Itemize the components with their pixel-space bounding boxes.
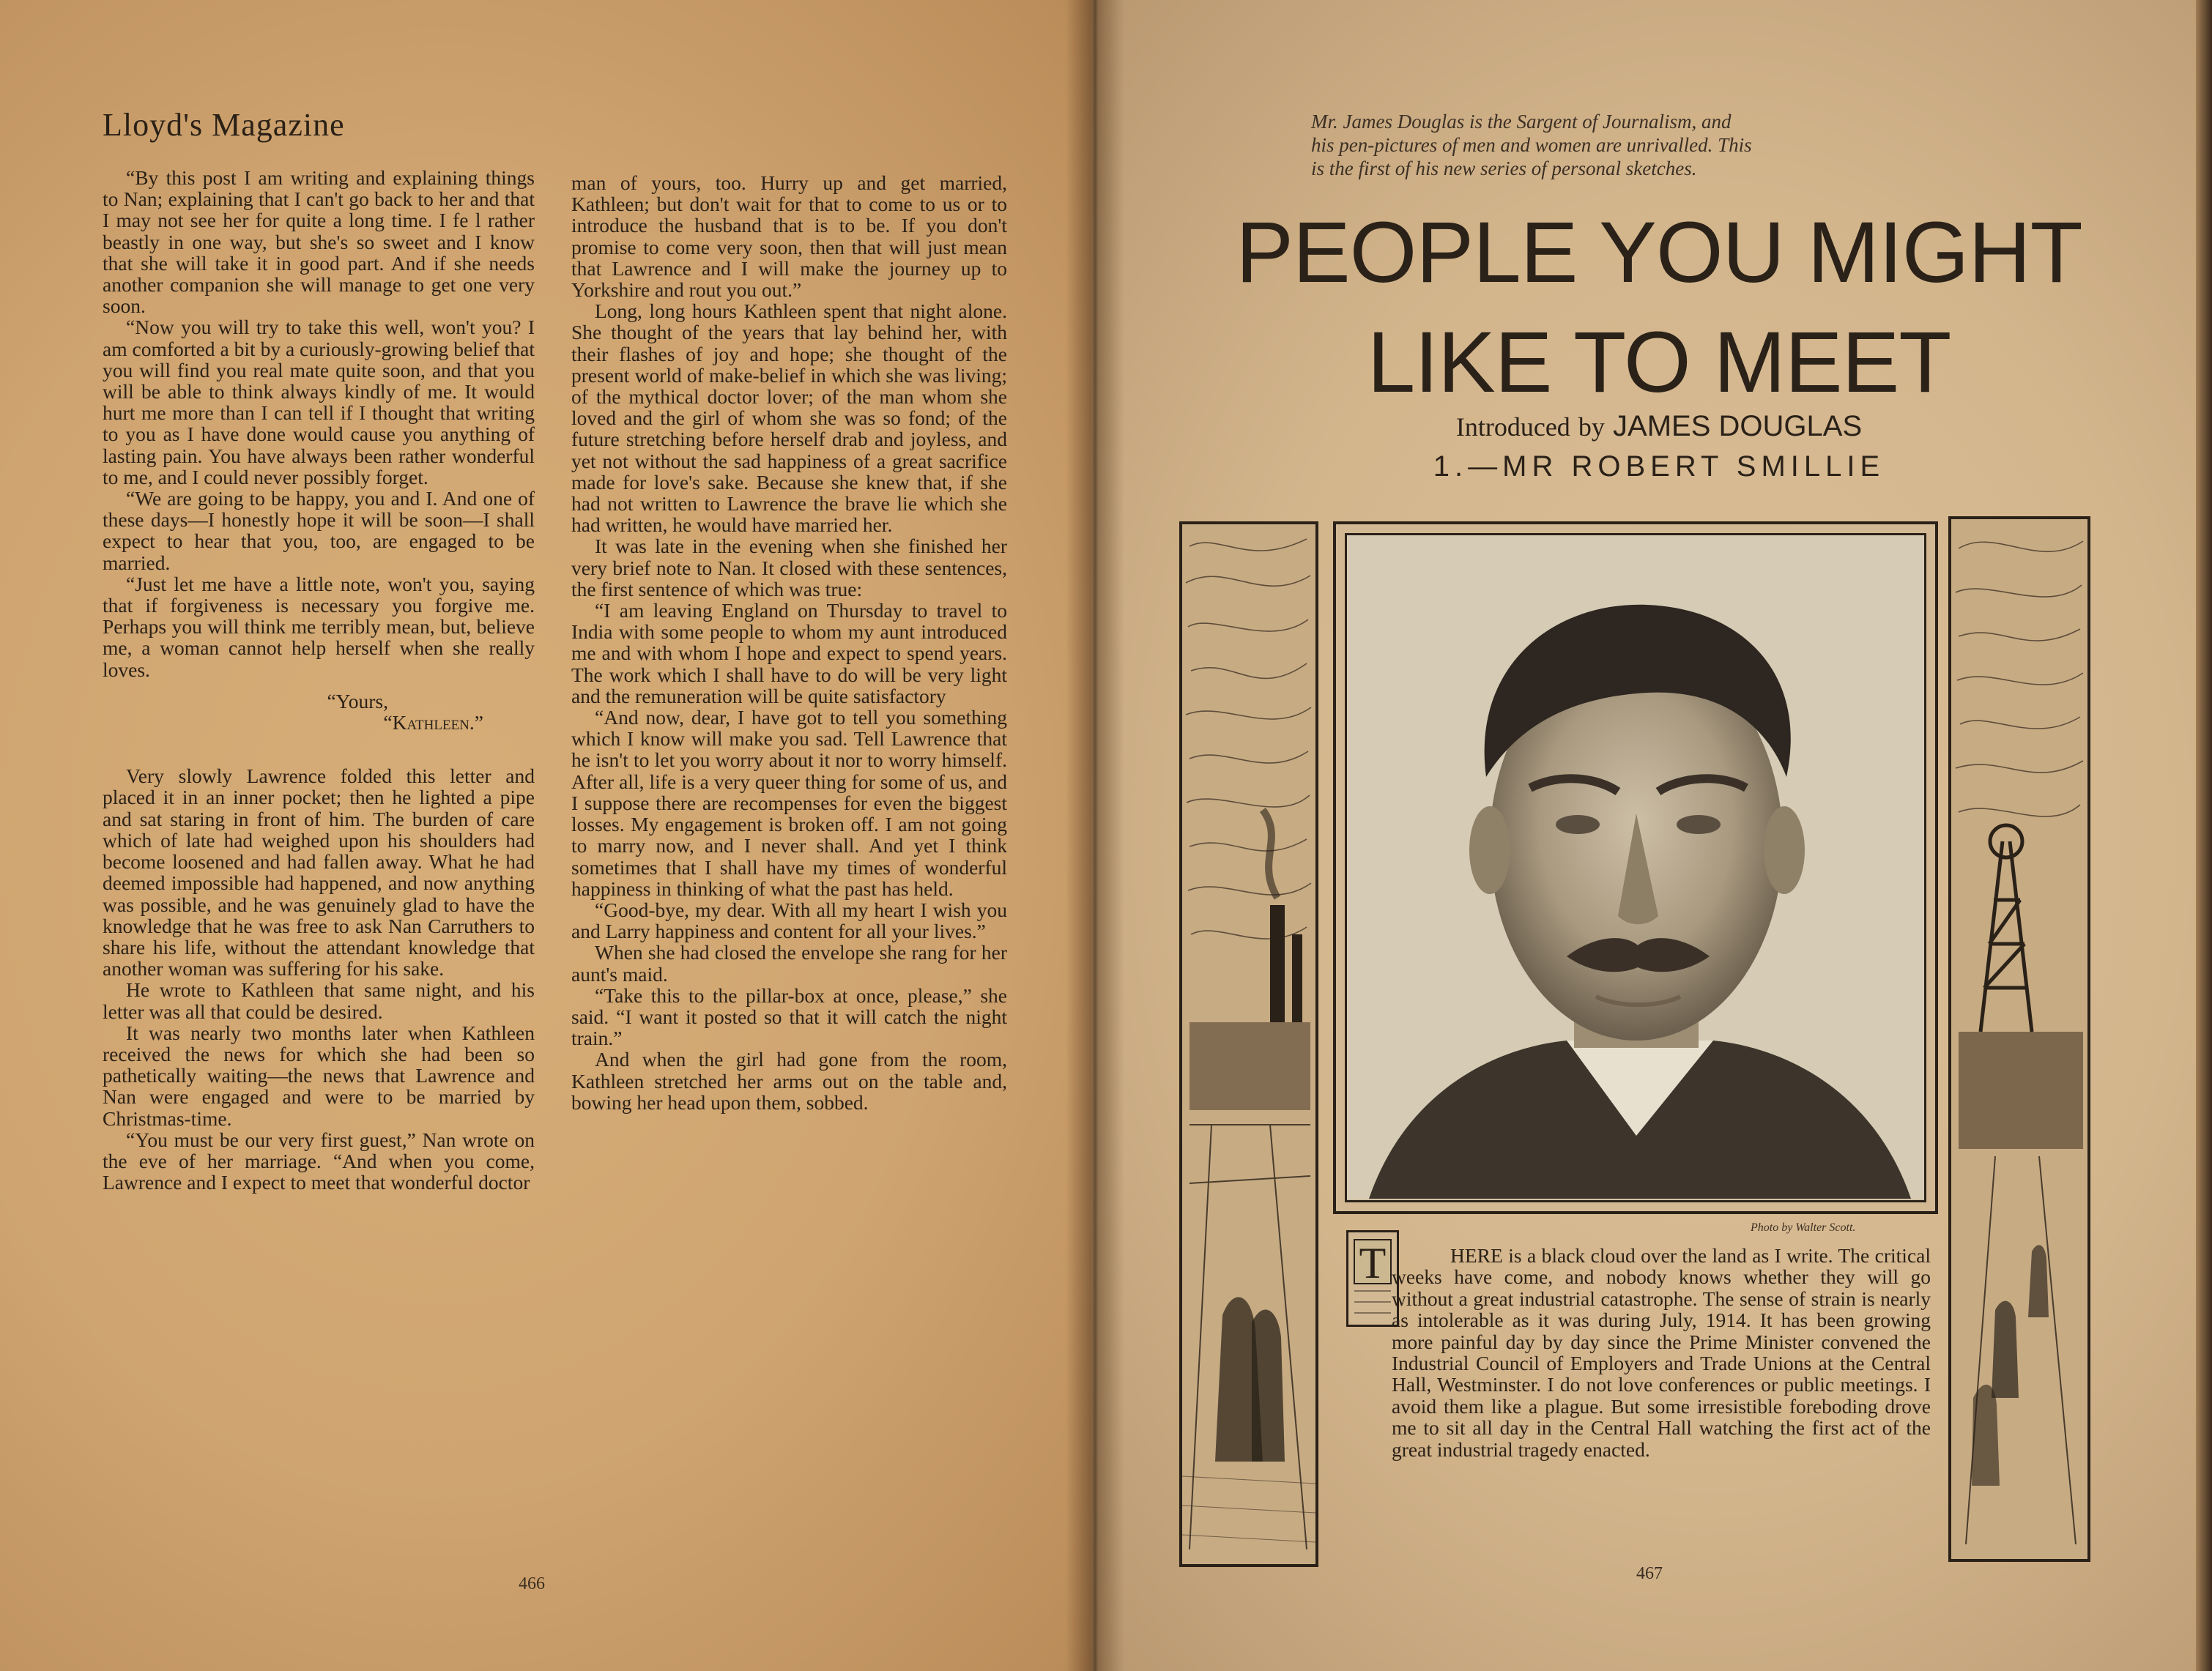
page-number-left: 466 — [519, 1574, 545, 1593]
right-page — [1091, 0, 2212, 1671]
mining-town-illustration — [1182, 524, 1315, 1564]
headline-line-1: PEOPLE YOU MIGHT — [1236, 204, 2082, 301]
paragraph: When she had closed the envelope she rang for her aunt's maid. — [571, 941, 1007, 986]
letter-closing: “Yours, — [327, 689, 388, 712]
paragraph: “By this post I am writing and explaining things to Nan; explaining that I can't go back to her and that I may not see her for quite a long time. I fe l rather beastly in one way, but she's so sweet and I know that she will take it in good part. And if she needs another companion she will manage to get one very soon. — [103, 166, 535, 318]
byline-prefix: Introduced — [1455, 412, 1570, 442]
colliery-illustration — [1951, 519, 2087, 1559]
drop-cap-letter: T — [1359, 1239, 1387, 1287]
letter-signature: “Kathleen.” — [383, 711, 483, 734]
intro-blurb — [1311, 110, 2212, 180]
article-headline — [1194, 198, 2124, 417]
page-edge — [2196, 0, 2212, 1671]
intro-line: his pen-pictures of men and women are unrivalled. This — [1311, 134, 1752, 156]
paragraph: “You must be our very first guest,” Nan wrote on the eve of her marriage. “And when you come, Lawrence and I expect to meet that wonderful doctor — [103, 1128, 535, 1194]
portrait-photo — [1345, 533, 1926, 1202]
article-subject: 1.—MR ROBERT SMILLIE — [1433, 450, 1885, 483]
illustration-panel-left — [1179, 521, 1318, 1567]
page-number-right: 467 — [1636, 1564, 1663, 1583]
byline-author: JAMES DOUGLAS — [1613, 410, 1863, 442]
left-column-1 — [103, 167, 535, 1193]
paragraph: “I am leaving England on Thursday to travel to India with some people to whom my aunt introduced me and with whom I hope and expect to spend years. The work which I shall have to do will be very light and the remuneration will be quite satisfactory — [571, 599, 1007, 707]
paragraph: Very slowly Lawrence folded this letter and placed it in an inner pocket; then he lighted a pipe and sat staring in front of him. The burden of care which of late had weighed upon his shoulders had become loosened and had fallen away. What he had deemed impossible had happened, and now anything was possible, and he was genuinely glad to have the knowledge that he was free to ask Nan Carruthers to share his life, without the attendant knowledge that another woman was suffering for his sake. — [103, 764, 535, 980]
left-column-2 — [571, 172, 1007, 1113]
portrait-frame — [1333, 521, 1938, 1214]
running-head: Lloyd's Magazine — [103, 107, 345, 143]
paragraph: Long, long hours Kathleen spent that night alone. She thought of the years that lay behind her, with their flashes of joy and hope; she thought of the present world of make-belief in which she was living; of the mythical doctor lover; of the man whom she loved and the girl of whom she was so fond; of the future stretching before herself drab and joyless, and yet not without the sad happiness of a great sacrifice made for love's sake. Because she knew that, if she had not written to Lawrence the brave lie which she had written, he would have married her. — [571, 299, 1007, 537]
illustration-panel-right — [1948, 516, 2090, 1562]
intro-line: is the first of his new series of personal sketches. — [1311, 157, 1697, 179]
paragraph: And when the girl had gone from the room, Kathleen stretched her arms out on the table and, bowing her head upon them, sobbed. — [571, 1048, 1007, 1114]
article-first-paragraph: HERE is a black cloud over the land as I write. The critical weeks have come, and nobody knows whether they will go without a great industrial catastrophe. The sense of strain is nearly as intolerable as it was during July, 1914. It has been growing more painful day by day since the Prime Minister convened the Industrial Council of Employers and Trade Unions at the Central Hall, Westminster. I do not love conferences or public meetings. I avoid them like a plague. But some irresistible foreboding drove me to sit all day in the Central Hall watching the first act of the great industrial tragedy enacted. — [1392, 1244, 1931, 1461]
photo-credit: Photo by Walter Scott. — [1751, 1221, 1856, 1234]
left-page — [0, 0, 1091, 1671]
paragraph: “And now, dear, I have got to tell you something which I know will make you sad. Tell Lawrence that he isn't to let you worry about it nor to worry himself. After all, life is a very queer thing for some of us, and I suppose there are recompenses for even the biggest losses. My engagement is broken off. I am not going to marry now, and I never shall. And yet I think sometimes that I shall have my times of wonderful happiness in thinking of what the past has held. — [571, 706, 1007, 900]
article-body — [1392, 1245, 1931, 1460]
paragraph: He wrote to Kathleen that same night, and his letter was all that could be desired. — [103, 978, 535, 1023]
paragraph: It was nearly two months later when Kathleen received the news for which she had been so pathetically waiting—the news that Lawrence and Nan were engaged and were to be married by Christmas-time. — [103, 1021, 535, 1130]
byline-by: by — [1578, 412, 1605, 442]
book-gutter — [1066, 0, 1124, 1671]
intro-line: Mr. James Douglas is the Sargent of Journalism, and — [1311, 111, 1732, 133]
paragraph: “Now you will try to take this well, won't you? I am comforted a bit by a curiously-growing belief that you will find you real mate quite soon, and that you will be able to think always kindly of me. It would hurt me more than I can tell if I thought that writing to you as I have done would cause you anything of lasting pain. You have always been rather wonderful to me, and I could never possibly forget. — [103, 316, 535, 488]
portrait-of-robert-smillie — [1347, 535, 1926, 1199]
paragraph: “Just let me have a little note, won't you, saying that if forgiveness is necessary you forgive me. Perhaps you will think me terribly mean, but, believe me, a woman cannot help herself when she really loves. — [103, 572, 535, 681]
byline — [1194, 410, 2124, 443]
paragraph: man of yours, too. Hurry up and get married, Kathleen; but don't wait for that to come to us or to introduce the husband that is to be. If you don't promise to come very soon, then that will just mean that Lawrence and I will make the journey up to Yorkshire and rout you out.” — [571, 171, 1007, 302]
paragraph: “Take this to the pillar-box at once, please,” she said. “I want it posted so that it will catch the night train.” — [571, 983, 1007, 1050]
paragraph: “Good-bye, my dear. With all my heart I wish you and Larry happiness and content for all your lives.” — [571, 898, 1007, 943]
paragraph: “We are going to be happy, you and I. And one of these days—I honestly hope it will be soon—I shall expect to hear that you, too, are engaged to be married. — [103, 487, 535, 574]
paragraph: It was late in the evening when she finished her very brief note to Nan. It closed with these sentences, the first sentence of which was true: — [571, 535, 1007, 600]
headline-line-2: LIKE TO MEET — [1367, 314, 1951, 411]
